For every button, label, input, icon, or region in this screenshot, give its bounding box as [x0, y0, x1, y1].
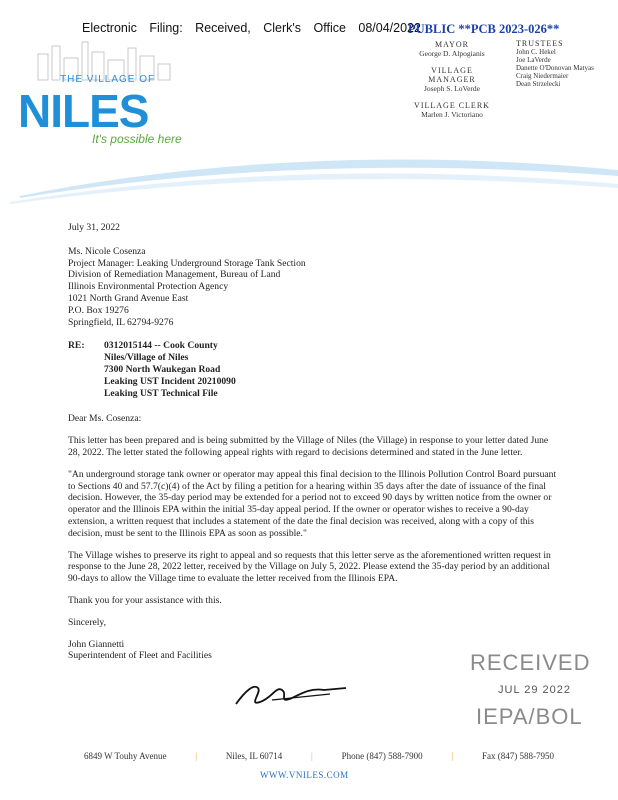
footer-divider: | — [311, 751, 313, 761]
trustee: Danette O'Donovan Matyas — [516, 64, 594, 72]
header-swoosh — [0, 150, 618, 210]
re-label: RE: — [68, 340, 85, 352]
manager-title-1: VILLAGE — [431, 66, 473, 75]
re-block — [68, 340, 558, 399]
logo-tagline: It's possible here — [92, 132, 182, 146]
mayor-block — [412, 40, 492, 58]
public-header — [408, 22, 559, 37]
trustees-block — [516, 40, 616, 88]
recipient-address — [68, 246, 558, 329]
recipient-line: Ms. Nicole Cosenza — [68, 245, 146, 257]
trustee: Joe LaVerde — [516, 56, 551, 64]
footer-city: Niles, IL 60714 — [225, 751, 283, 761]
signer-name: John Giannetti — [68, 638, 125, 650]
recipient-line: Springfield, IL 62794-9276 — [68, 316, 174, 328]
footer-address: 6849 W Touhy Avenue — [84, 751, 167, 761]
stamp-received: RECEIVED — [470, 650, 591, 675]
paragraph-intro: This letter has been prepared and is being submitted by the Village of Niles (the Village) in response to your letter dated June 28, 2022. The letter stated the following appeal rights with regard to decisions determined and stated in the June letter. — [68, 435, 549, 458]
footer-fax: Fax (847) 588-7950 — [482, 751, 554, 761]
trustees-title: TRUSTEES — [516, 39, 564, 48]
trustee: Craig Niedermaier — [516, 72, 569, 80]
footer-divider: | — [451, 751, 454, 761]
thanks-line: Thank you for your assistance with this. — [68, 594, 222, 606]
signature-graphic — [232, 680, 352, 710]
mayor-name: George D. Alpogianis — [419, 49, 485, 58]
recipient-line: Project Manager: Leaking Underground Storage Tank Section — [68, 257, 306, 269]
recipient-line: 1021 North Grand Avenue East — [68, 292, 189, 304]
stamp-office: IEPA/BOL — [476, 704, 583, 729]
public-label: PUBLIC — [408, 22, 456, 36]
footer-contact — [84, 751, 554, 761]
manager-name: Joseph S. LoVerde — [423, 84, 481, 93]
stamp-date: JUL 29 2022 — [498, 684, 571, 696]
manager-title-2: MANAGER — [428, 75, 476, 84]
clerk-block — [412, 101, 492, 119]
letter-date: July 31, 2022 — [68, 222, 120, 233]
salutation: Dear Ms. Cosenza: — [68, 413, 142, 425]
recipient-line: Division of Remediation Management, Bureau of Land — [68, 269, 281, 281]
clerk-name: Marlen J. Victoriano — [421, 110, 483, 119]
footer-website[interactable]: WWW.VNILES.COM — [260, 770, 349, 780]
filing-header: Electronic Filing: Received, Clerk's Office 08/04/2022 — [82, 21, 421, 35]
letter-body — [68, 222, 558, 662]
footer-phone: Phone (847) 588-7900 — [341, 751, 423, 761]
closing: Sincerely, — [68, 616, 107, 628]
re-line: Leaking UST Technical File — [104, 387, 218, 399]
manager-block — [412, 66, 492, 93]
pcb-number: **PCB 2023-026** — [458, 22, 560, 36]
signer-title: Superintendent of Fleet and Facilities — [68, 650, 212, 662]
trustee: Dean Strzelecki — [516, 80, 561, 88]
logo-name: NILES — [18, 85, 149, 137]
logo-subtitle: THE VILLAGE OF — [60, 74, 156, 85]
footer-divider: | — [195, 751, 198, 761]
clerk-title: VILLAGE CLERK — [414, 101, 490, 110]
recipient-line: Illinois Environmental Protection Agency — [68, 281, 229, 293]
recipient-line: P.O. Box 19276 — [68, 304, 129, 316]
paragraph-request: The Village wishes to preserve its right to appeal and so requests that this letter serve as the aforementioned written request in response to the June 28, 2022 letter, received by the Village on July 5, 2022. Please extend the 35-day period by an additional 90-days to allow the Village time to evaluate the letter received from the Illinois EPA. — [68, 549, 551, 585]
re-line: Niles/Village of Niles — [104, 352, 189, 364]
trustee: John C. Hekel — [516, 48, 556, 56]
mayor-title: MAYOR — [434, 40, 470, 49]
re-line: Leaking UST Incident 20210090 — [104, 375, 236, 387]
re-line: 7300 North Waukegan Road — [104, 363, 221, 375]
quoted-appeal-rights: "An underground storage tank owner or operator may appeal this final decision to the Illinois Pollution Control Board pursuant to Sections 40 and 57.7(c)(4) of the Act by filing a petition for a hearing within 35 days after the date of issuance of the final decision. However, the 35-day period may be extended for a period not to exceed 90 days by written notice from the owner or operator and the Illinois EPA within the initial 35-day appeal period. If the owner or operator wishes to receive a 90-day extension, a written request that includes a statement of the date the final decision was received, along with a copy of this decision, must be sent to the Illinois EPA as soon as possible." — [68, 468, 557, 539]
re-line: 0312015144 -- Cook County — [104, 340, 218, 352]
